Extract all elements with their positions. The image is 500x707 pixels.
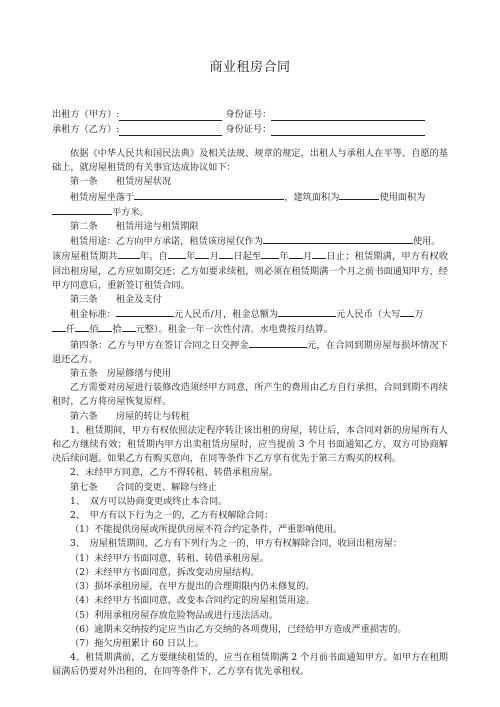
rent-label: 租金标准： [70,309,116,321]
article-7-item-2: 2、 甲方有以下行为之一的，乙方有权解除合同： [70,510,274,522]
usable-area-label: 使用面积为 [379,191,426,203]
article-7-item-3: 3、 房屋租赁期间，乙方有下列行为之一的，甲方有权解除合同，收回出租房屋： [70,538,402,550]
article-7-item-4: 4、租赁期满前，乙方要继续租赁的，应当在租赁期满 2 个月前书面通知甲方。如甲方在租期届满后仍要对外出租的，在同等条件下，乙方享有优先承租权。 [52,652,448,678]
lessee-row [52,124,448,136]
purpose-end: 使用。 [412,236,441,248]
article-1-heading: 第一条 租赁房屋状况 [70,176,172,188]
lessee-name-blank [119,125,222,136]
article-4-deposit: 第四条：乙方与甲方在签订合同之日交押金 元，在合同到期房屋每损坏情况下退还乙方。 [52,339,449,365]
article-7-item-3d: （4）未经甲方书面同意，改变本合同约定的房屋租赁用途。 [70,595,315,607]
area-blank [339,190,379,200]
intro-paragraph: 依据《中华人民共和国民法典》及相关法规、规章的规定，出租人与承租人在平等、自愿的基础上，就房屋租赁的有关事宜达成协议如下： [52,148,448,174]
article-7-item-3c: （3）损坏承租房屋，在甲方提出的合理期限内仍未修复的。 [70,581,315,593]
article-7-item-3e: （5）利用承租房屋存放危险物品或进行违法活动。 [70,609,278,621]
lessor-label: 出租方（甲方）: [52,109,120,120]
article-7-heading: 第七条 合同的变更、解除与终止 [70,481,217,493]
lessor-row [52,109,448,121]
rent-total-blank [278,307,336,317]
usable-area-blank [52,205,112,215]
article-2-term: 该房屋租赁期共 年。自 年 月 日起至 年 月 日止；租赁期满，甲方有权收回出租房屋，乙方应如期交还；乙方如要求续租，则必须在租赁期满一个月之前书面通知甲方，经甲方同意后，重新签订租赁合同。 [52,251,449,291]
lessor-name-blank [119,110,222,121]
lessee-id-label: 身份证号： [225,124,272,135]
lessor-id-label: 身份证号： [225,109,272,120]
article-6-clause-2: 2、未经甲方同意，乙方不得转租、转借承租房屋。 [70,467,278,479]
article-5-heading: 第五条 房屋修缮与使用 [70,368,172,380]
term-label: 该房屋租赁期共 [52,251,118,263]
article-6-heading: 第六条 房屋的转让与转租 [70,410,190,422]
lessee-id-blank [271,125,425,136]
location-label: 租赁房屋坐落于 [70,191,135,203]
document-title: 商业租房合同 [209,60,291,75]
article-5-body: 乙方需要对房屋进行装修改造须经甲方同意，所产生的费用由乙方自行承担，合同到期不再续租时，乙方将房屋恢复原样。 [52,382,448,408]
article-7-item-3b: （2）未经甲方书面同意，拆改变动房屋结构。 [70,566,260,578]
deposit-blank [249,338,307,348]
article-6-clause-1: 1、租赁期间，甲方有权依照法定程序转让该出租的房屋，转让后，本合同对新的房屋所有人和乙方继续有效；租赁期内甲方出卖租赁房屋时，应当提前 3 个月书面通知乙方，双方可协商解决后续问题。如果乙方有购买意向，在同等条件下乙方享有优先于第三方购买的权利。 [52,424,448,465]
article-7-item-3f: （6）逾期未交纳按约定应当由乙方交纳的各项费用，已经给甲方造成严重损害的。 [70,623,407,635]
article-7-item-2a: （1）不能提供房屋或所提供房屋不符合约定条件，严重影响使用。 [70,524,343,536]
article-1-body [52,190,448,220]
purpose-label: 租赁用途：乙方向甲方承诺，租赁该房屋仅作为 [70,236,263,248]
article-3-rent: 租金标准： 元人民币/月，租金总额为 元人民币（大写 万 仟 佰 拾 元整）。租金一年一次性付清。水电费按月结算。 [52,307,448,337]
article-7-item-1: 1、 双方可以协商变更或终止本合同。 [70,495,228,507]
area-label: ，建筑面积为 [284,191,340,203]
article-2-purpose [52,234,448,249]
deposit-label: 第四条：乙方与甲方在签订合同之日交押金 [70,339,249,351]
lessor-id-blank [271,110,425,121]
article-3-heading: 第三条 租金及支付 [70,294,162,306]
sqm-label: 平方米。 [112,206,149,218]
article-7-item-3a: （1）未经甲方书面同意，转租、转借承租房屋。 [70,552,269,564]
rent-blank [116,307,174,317]
purpose-blank [263,234,413,244]
article-7-item-3g: （7）拖欠房租累计 60 日以上。 [70,637,204,649]
lessee-label: 承租方（乙方）: [52,124,120,135]
article-2-heading: 第二条 租赁用途与租赁期限 [70,221,199,233]
term-terms: 甲方有权收回出租房屋，乙方应如期交还；乙方如要求续租，则必须在租赁期满一个月之前书面通知甲方，经甲方同意后，重新签订租赁合同。 [52,251,449,291]
location-blank [134,190,284,200]
